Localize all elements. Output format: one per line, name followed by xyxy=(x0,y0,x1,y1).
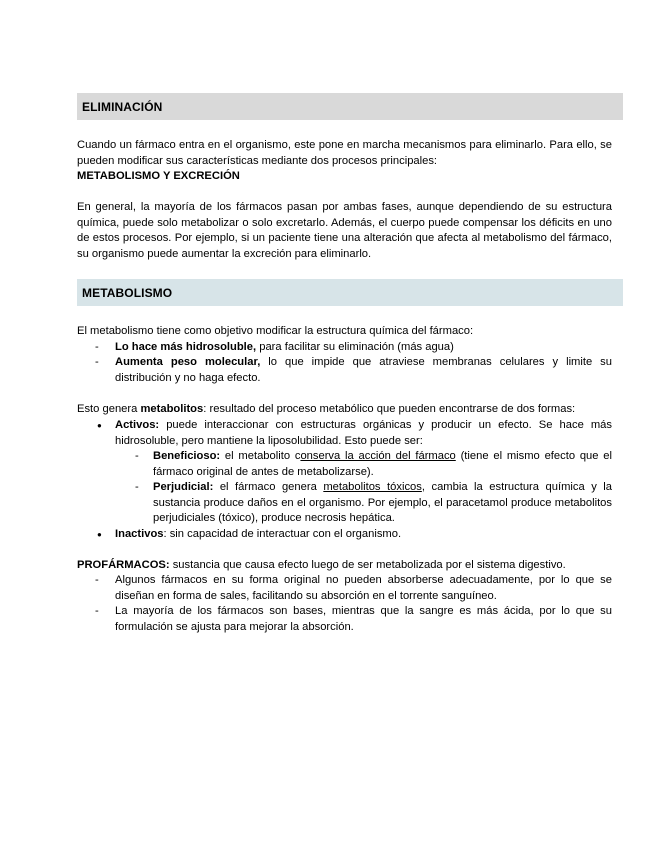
bullet-dot: ● xyxy=(97,421,102,430)
dash-marker: - xyxy=(135,481,139,493)
activos-text: puede interaccionar con estructuras orgánicas y producir un efecto. Se hace más hidrosoluble, pero mantiene la liposolubilidad. Esto puede ser: xyxy=(115,419,612,447)
section-header-eliminacion: ELIMINACIÓN xyxy=(77,93,623,120)
metabolismo-item-1-text: para facilitar su eliminación (más agua) xyxy=(256,341,454,353)
dash-marker: - xyxy=(95,356,99,368)
metabolismo-item-2-bold: Aumenta peso molecular, xyxy=(115,356,261,368)
beneficioso-post: (tiene el mismo efecto que el fármaco original de antes de metabolizarse). xyxy=(153,450,612,478)
perjudicial-bold: Perjudicial: xyxy=(153,481,214,493)
inactivos-bold: Inactivos xyxy=(115,528,164,540)
metabolitos-text: : resultado del proceso metabólico que pueden encontrarse de dos formas: xyxy=(203,403,576,415)
activos-bold: Activos: xyxy=(115,419,160,431)
metabolitos-pre: Esto genera xyxy=(77,403,141,415)
profarmacos-item-2: La mayoría de los fármacos son bases, mientras que la sangre es más ácida, por lo que su formulación se ajusta para mejorar la absorción. xyxy=(115,605,612,633)
beneficioso-item xyxy=(153,449,612,480)
perjudicial-item xyxy=(153,480,612,527)
activos-item xyxy=(115,418,612,449)
beneficioso-pre: el metabolito c xyxy=(220,450,301,462)
profarmacos-text: sustancia que causa efecto luego de ser metabolizada por el sistema digestivo. xyxy=(169,559,566,571)
eliminacion-intro-text: Cuando un fármaco entra en el organismo, este pone en marcha mecanismos para eliminarlo. Para ello, se pueden modificar sus características mediante dos procesos principales: xyxy=(77,139,612,167)
metabolismo-item-2-text: lo que impide que atraviese membranas celulares y limite su distribución y no haga efecto. xyxy=(115,356,612,384)
eliminacion-general: En general, la mayoría de los fármacos pasan por ambas fases, aunque dependiendo de su estructura química, puede solo metabolizar o solo excretarlo. Además, el cuerpo puede compensar los déficits en uno de estos procesos. Por ejemplo, si un paciente tiene una alteración que afecta al metabolismo del fármaco, su organismo puede aumentar la excreción para eliminarlo. xyxy=(77,201,612,260)
perjudicial-post: , cambia la estructura química y la sustancia produce daños en el organismo. Por ejemplo, el paracetamol produce metabolitos perjudiciales (tóxico), produce necrosis hepática. xyxy=(153,481,613,525)
metabolitos-paragraph xyxy=(77,402,612,418)
metabolitos-bold: metabolitos xyxy=(140,403,204,415)
profarmacos-bold: PROFÁRMACOS: xyxy=(77,559,170,571)
inactivos-item xyxy=(115,527,612,543)
metabolismo-intro: El metabolismo tiene como objetivo modificar la estructura química del fármaco: xyxy=(77,325,474,337)
profarmacos-paragraph xyxy=(77,558,612,574)
metabolismo-item-1 xyxy=(115,340,612,356)
dash-marker: - xyxy=(95,574,99,586)
bullet-dot: ● xyxy=(97,530,102,539)
beneficioso-underline: onserva la acción del fármaco xyxy=(300,450,456,462)
section-header-metabolismo: METABOLISMO xyxy=(77,279,623,306)
inactivos-text: : sin capacidad de interactuar con el organismo. xyxy=(163,528,402,540)
beneficioso-bold: Beneficioso: xyxy=(153,450,221,462)
perjudicial-pre: el fármaco genera xyxy=(213,481,324,493)
dash-marker: - xyxy=(95,341,99,353)
dash-marker: - xyxy=(95,605,99,617)
eliminacion-subtitle: METABOLISMO Y EXCRECIÓN xyxy=(77,170,240,183)
eliminacion-intro xyxy=(77,138,612,185)
dash-marker: - xyxy=(135,450,139,462)
perjudicial-underline: metabolitos tóxicos xyxy=(323,481,422,493)
metabolismo-item-2 xyxy=(115,355,612,386)
metabolismo-item-1-bold: Lo hace más hidrosoluble, xyxy=(115,341,257,353)
profarmacos-item-1: Algunos fármacos en su forma original no pueden absorberse adecuadamente, por lo que se diseñan en forma de sales, facilitando su absorción en el torrente sanguíneo. xyxy=(115,574,612,602)
